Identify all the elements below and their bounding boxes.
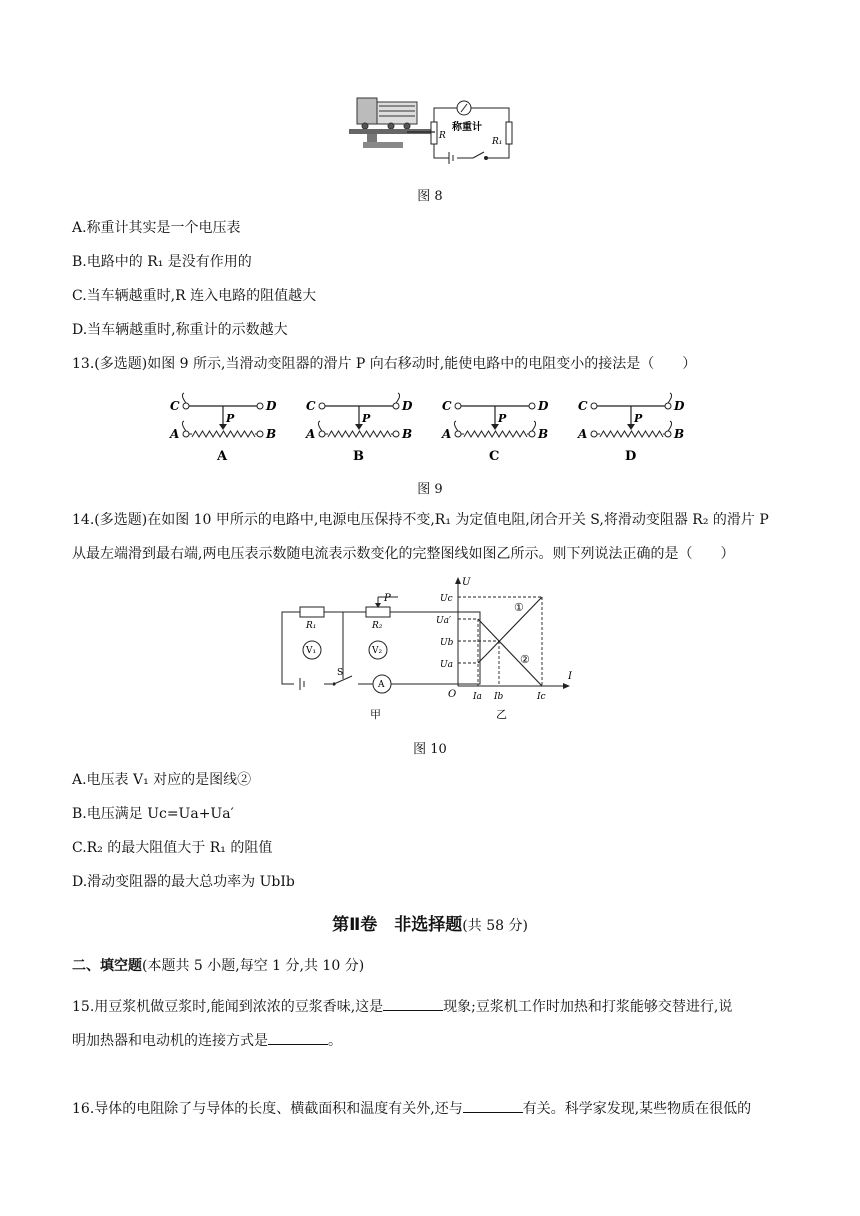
figure-8 (345, 92, 525, 174)
svg-text:I: I (568, 671, 572, 682)
svg-text:Ib: Ib (494, 692, 504, 702)
terminal-b-label: B (538, 427, 549, 441)
svg-text:A: A (378, 680, 385, 690)
q14-stem-line1: 14.(多选题)在如图 10 甲所示的电路中,电源电压保持不变,R₁ 为定值电阻,闭合开关 S,将滑动变阻器 R₂ 的滑片 P (72, 512, 769, 528)
q16-line1: 16.导体的电阻除了与导体的长度、横截面积和温度有关外,还与 有关。科学家发现,某些物质在很低的 (72, 1098, 751, 1119)
slider-p-label: P (226, 412, 235, 425)
svg-text:R₂: R₂ (372, 621, 383, 631)
svg-text:甲: 甲 (370, 708, 381, 721)
terminal-a-label: A (578, 427, 588, 441)
figure-9 (168, 392, 698, 464)
option-label: D (625, 449, 637, 464)
q14-option-a: A.电压表 V₁ 对应的是图线② (72, 772, 252, 788)
slider-p-label: P (634, 412, 643, 425)
svg-text:V₁: V₁ (306, 646, 317, 656)
terminal-d-label: D (674, 399, 685, 413)
q12-option-d: D.当车辆越重时,称重计的示数越大 (72, 322, 288, 338)
terminal-b-label: B (674, 427, 685, 441)
q15-answer-blank-2[interactable] (268, 1030, 328, 1045)
figure-10 (270, 575, 590, 725)
q14-stem-line2: 从最左端滑到最右端,两电压表示数随电流表示数变化的完整图线如图乙所示。则下列说法正确的是（ ） (72, 546, 735, 562)
terminal-d-label: D (266, 399, 277, 413)
svg-text:Ua: Ua (440, 660, 453, 670)
q15-line1: 15.用豆浆机做豆浆时,能闻到浓浓的豆浆香味,这是 现象;豆浆机工作时加热和打浆能够交替进行,说 (72, 996, 732, 1017)
svg-text:Ua′: Ua′ (436, 616, 451, 626)
svg-text:Ia: Ia (473, 692, 482, 702)
terminal-c-label: C (306, 399, 316, 413)
terminal-b-label: B (266, 427, 277, 441)
svg-text:P: P (384, 593, 391, 604)
q14-option-b: B.电压满足 Uc=Ua+Ua′ (72, 806, 234, 822)
q14-option-c: C.R₂ 的最大阻值大于 R₁ 的阻值 (72, 840, 273, 856)
q15-line2: 明加热器和电动机的连接方式是 。 (72, 1030, 342, 1051)
weighing-circuit-diagram (345, 92, 525, 174)
rheostat-option-a (169, 393, 277, 464)
terminal-a-label: A (306, 427, 316, 441)
figure-10-caption: 图 10 (413, 742, 447, 757)
terminal-d-label: D (538, 399, 549, 413)
q12-option-a: A.称重计其实是一个电压表 (72, 220, 241, 236)
section-2-title: 第Ⅱ卷 非选择题 (332, 915, 463, 935)
svg-text:①: ① (514, 601, 524, 614)
q14-option-d: D.滑动变阻器的最大总功率为 UbIb (72, 874, 295, 890)
rheostat-connections-diagram (168, 392, 698, 464)
svg-text:S: S (337, 668, 344, 678)
terminal-a-label: A (442, 427, 452, 441)
figure-9-caption: 图 9 (417, 482, 443, 497)
part-2-title: 二、填空题 (72, 958, 142, 974)
option-label: C (489, 449, 500, 464)
q12-option-b: B.电路中的 R₁ 是没有作用的 (72, 254, 252, 270)
svg-text:②: ② (520, 653, 530, 666)
truck-illustration (357, 98, 417, 129)
section-2-points: (共 58 分) (462, 918, 528, 934)
part-2-heading (72, 956, 364, 976)
rheostat-option-c (441, 399, 549, 464)
svg-text:V₂: V₂ (372, 646, 383, 656)
part-2-desc: (本题共 5 小题,每空 1 分,共 10 分) (142, 958, 365, 974)
svg-text:R₁: R₁ (306, 621, 317, 631)
svg-text:乙: 乙 (496, 708, 507, 721)
terminal-c-label: C (578, 399, 588, 413)
terminal-a-label: A (170, 427, 180, 441)
q16-answer-blank-1[interactable] (463, 1098, 523, 1113)
option-label: A (217, 449, 228, 464)
terminal-d-label: D (402, 399, 413, 413)
rheostat-option-d (577, 393, 685, 464)
figure-10-diagram (270, 575, 590, 725)
terminal-c-label: C (442, 399, 452, 413)
svg-text:Ub: Ub (440, 638, 454, 648)
svg-text:Ic: Ic (537, 692, 546, 702)
option-label: B (353, 449, 364, 464)
q12-option-c: C.当车辆越重时,R 连入电路的阻值越大 (72, 288, 317, 304)
svg-text:O: O (448, 689, 457, 700)
q15-answer-blank-1[interactable] (383, 996, 443, 1011)
section-2-header (0, 910, 860, 935)
figure-8-caption: 图 8 (417, 189, 443, 204)
svg-text:Uc: Uc (440, 594, 453, 604)
graph-line-2 (478, 619, 542, 686)
rheostat-option-b (305, 393, 413, 464)
q13-stem: 13.(多选题)如图 9 所示,当滑动变阻器的滑片 P 向右移动时,能使电路中的电阻变小的接法是（ ） (72, 356, 697, 372)
terminal-b-label: B (402, 427, 413, 441)
svg-text:U: U (462, 577, 471, 588)
terminal-c-label: C (170, 399, 180, 413)
meter-label: 称重计 (452, 122, 482, 133)
svg-text:R₁: R₁ (492, 137, 503, 147)
svg-text:R: R (439, 131, 446, 141)
slider-p-label: P (362, 412, 371, 425)
slider-p-label: P (498, 412, 507, 425)
